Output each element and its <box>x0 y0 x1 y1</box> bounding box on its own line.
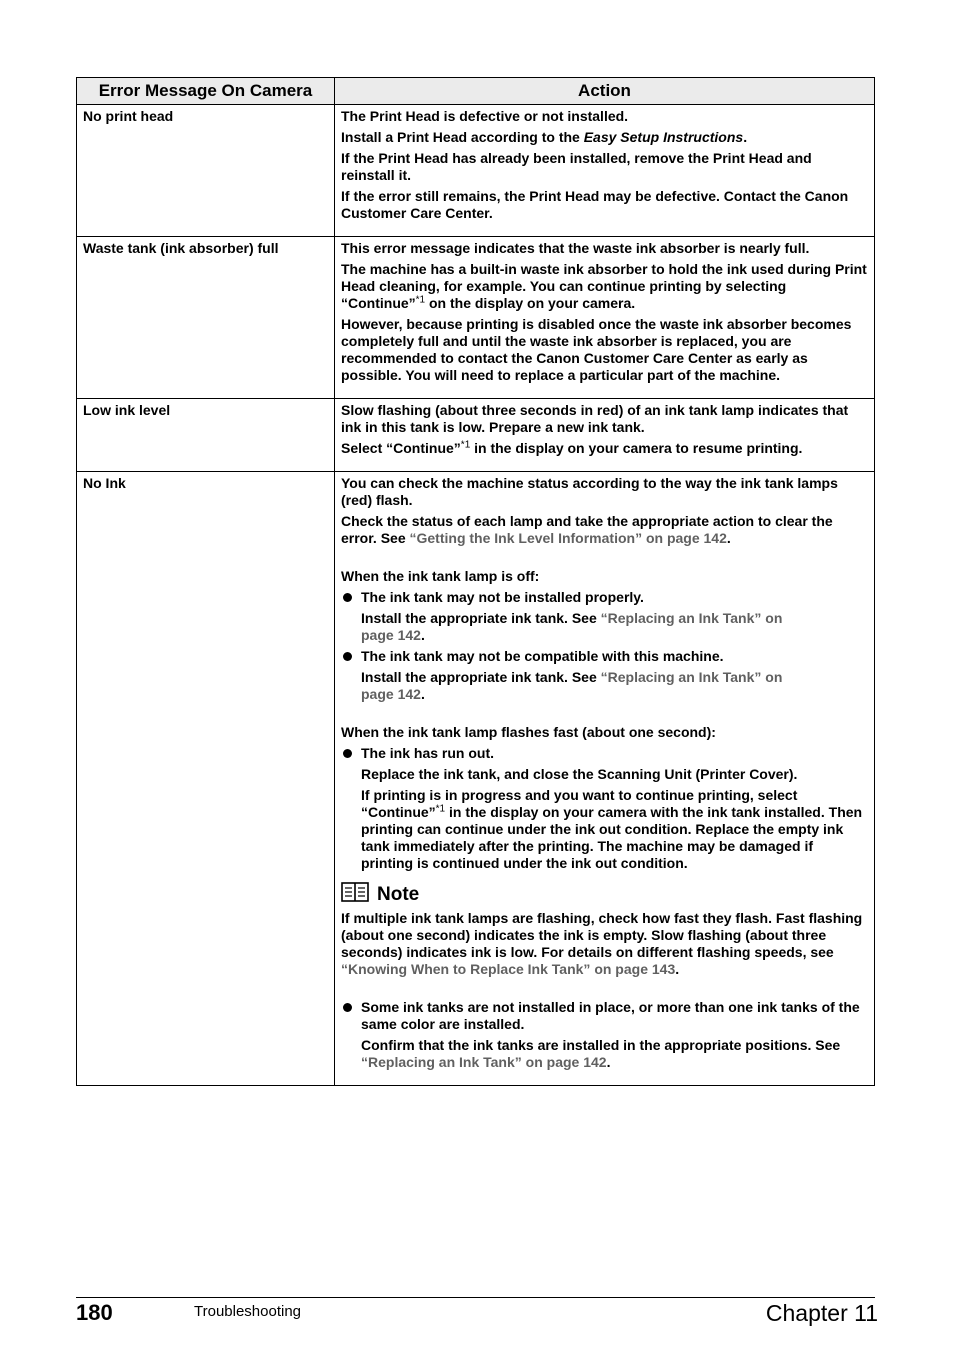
action-paragraph: Slow flashing (about three seconds in red) of an ink tank lamp indicates that ink in this tank is low. Prepare a new ink tank. <box>341 402 849 435</box>
footer-divider <box>76 1297 875 1298</box>
note-heading <box>341 882 868 908</box>
action-paragraph: The Print Head is defective or not installed. <box>341 108 629 124</box>
action-paragraph <box>341 513 868 547</box>
section-name: Troubleshooting <box>194 1303 302 1320</box>
note-text <box>341 910 868 978</box>
bullet-text: The ink has run out. <box>361 745 495 761</box>
action-text: . <box>675 961 680 977</box>
manual-title: Easy Setup Instructions <box>583 129 744 145</box>
bullet-detail <box>341 669 868 703</box>
note-title: Note <box>377 884 420 905</box>
action-text: . <box>420 686 425 702</box>
action-paragraph: However, because printing is disabled once the waste ink absorber becomes completely full and until the waste ink absorber is replaced, you are recommended to contact the Canon Customer Care Center as early as possible. You will need to replace a particular part of the machine. <box>341 316 852 383</box>
spacer <box>341 707 868 724</box>
action-cell <box>335 472 875 1086</box>
cross-reference-link[interactable]: “Replacing an Ink Tank” on page 142 <box>361 669 783 702</box>
footnote-marker: *1 <box>435 803 446 815</box>
bullet-item <box>341 999 868 1033</box>
action-text: Confirm that the ink tanks are installed in the appropriate positions. See <box>361 1037 841 1053</box>
action-paragraph <box>341 440 868 457</box>
bullet-detail: Replace the ink tank, and close the Scanning Unit (Printer Cover). <box>361 766 798 782</box>
bullet-item <box>341 589 868 606</box>
action-text: . <box>606 1054 611 1070</box>
error-action-table <box>76 77 875 1086</box>
action-cell <box>335 399 875 472</box>
action-text: Install the appropriate ink tank. See <box>361 610 601 626</box>
bullet-detail <box>341 787 868 872</box>
table-header-row <box>77 78 875 105</box>
footnote-marker: *1 <box>415 294 426 306</box>
action-text: Select “Continue” <box>341 440 461 456</box>
bullet-text: The ink tank may not be compatible with this machine. <box>361 648 724 664</box>
bullet-icon <box>343 1003 352 1012</box>
error-message-cell: Low ink level <box>77 399 335 472</box>
table-row <box>77 472 875 1086</box>
action-text: If multiple ink tank lamps are flashing, check how fast they flash. Fast flashing (about one second) indicates the ink is empty. Slow flashing (about three seconds) indicates ink is low. For details on different flashing speeds, see <box>341 910 863 960</box>
action-text: on the display on your camera. <box>425 295 636 311</box>
bullet-icon <box>343 749 352 758</box>
bullet-detail <box>341 610 868 644</box>
action-text: Install a Print Head according to the <box>341 129 584 145</box>
table-row <box>77 237 875 399</box>
action-paragraph: If the error still remains, the Print Head may be defective. Contact the Canon Customer Care Center. <box>341 188 849 221</box>
bullet-item <box>341 648 868 665</box>
action-cell <box>335 237 875 399</box>
action-paragraph: You can check the machine status according to the way the ink tank lamps (red) flash. <box>341 475 838 508</box>
bullet-text: The ink tank may not be installed properly. <box>361 589 644 605</box>
condition-heading: When the ink tank lamp is off: <box>341 568 540 584</box>
error-message-cell: Waste tank (ink absorber) full <box>77 237 335 399</box>
action-text: The machine has a built-in waste ink absorber to hold the ink used during Print Head cleaning, for example. You can continue printing by selecting “Continue” <box>341 261 867 311</box>
cross-reference-link[interactable]: “Getting the Ink Level Information” on page 142 <box>409 530 727 546</box>
action-cell <box>335 105 875 237</box>
bullet-icon <box>343 652 352 661</box>
bullet-item <box>341 745 868 762</box>
condition-heading: When the ink tank lamp flashes fast (about one second): <box>341 724 716 740</box>
bullet-text: Some ink tanks are not installed in place, or more than one ink tanks of the same color are installed. <box>361 999 860 1032</box>
action-text: . <box>743 129 748 145</box>
action-paragraph: This error message indicates that the waste ink absorber is nearly full. <box>341 240 810 256</box>
footnote-marker: *1 <box>460 439 471 451</box>
spacer <box>341 551 868 568</box>
action-paragraph: If the Print Head has already been installed, remove the Print Head and reinstall it. <box>341 150 812 183</box>
bullet-icon <box>343 593 352 602</box>
error-message-cell: No print head <box>77 105 335 237</box>
table-row <box>77 399 875 472</box>
chapter-label: Chapter 11 <box>765 1300 878 1326</box>
bullet-detail <box>341 1037 868 1071</box>
action-text: in the display on your camera to resume printing. <box>470 440 803 456</box>
action-text: . <box>726 530 731 546</box>
action-paragraph <box>341 261 868 312</box>
spacer <box>341 982 868 999</box>
cross-reference-link[interactable]: “Replacing an Ink Tank” on page 142 <box>361 1054 607 1070</box>
table-row <box>77 105 875 237</box>
column-header-error: Error Message On Camera <box>77 78 335 105</box>
action-text: in the display on your camera with the ink tank installed. Then printing can continue under the ink out condition. Replace the empty ink tank immediately after the printing. The machine may be damaged if printing is continued under the ink out condition. <box>361 804 863 871</box>
action-text: If printing is in progress and you want to continue printing, select “Continue” <box>361 787 798 820</box>
column-header-action: Action <box>335 78 875 105</box>
cross-reference-link[interactable]: “Knowing When to Replace Ink Tank” on page 143 <box>341 961 676 977</box>
book-icon <box>341 882 369 908</box>
action-text: . <box>420 627 425 643</box>
action-text: Check the status of each lamp and take the appropriate action to clear the error. See <box>341 513 833 546</box>
page-number: 180 <box>76 1300 113 1325</box>
action-paragraph <box>341 129 868 146</box>
cross-reference-link[interactable]: “Replacing an Ink Tank” on page 142 <box>361 610 783 643</box>
action-text: Install the appropriate ink tank. See <box>361 669 601 685</box>
error-message-cell: No Ink <box>77 472 335 1086</box>
